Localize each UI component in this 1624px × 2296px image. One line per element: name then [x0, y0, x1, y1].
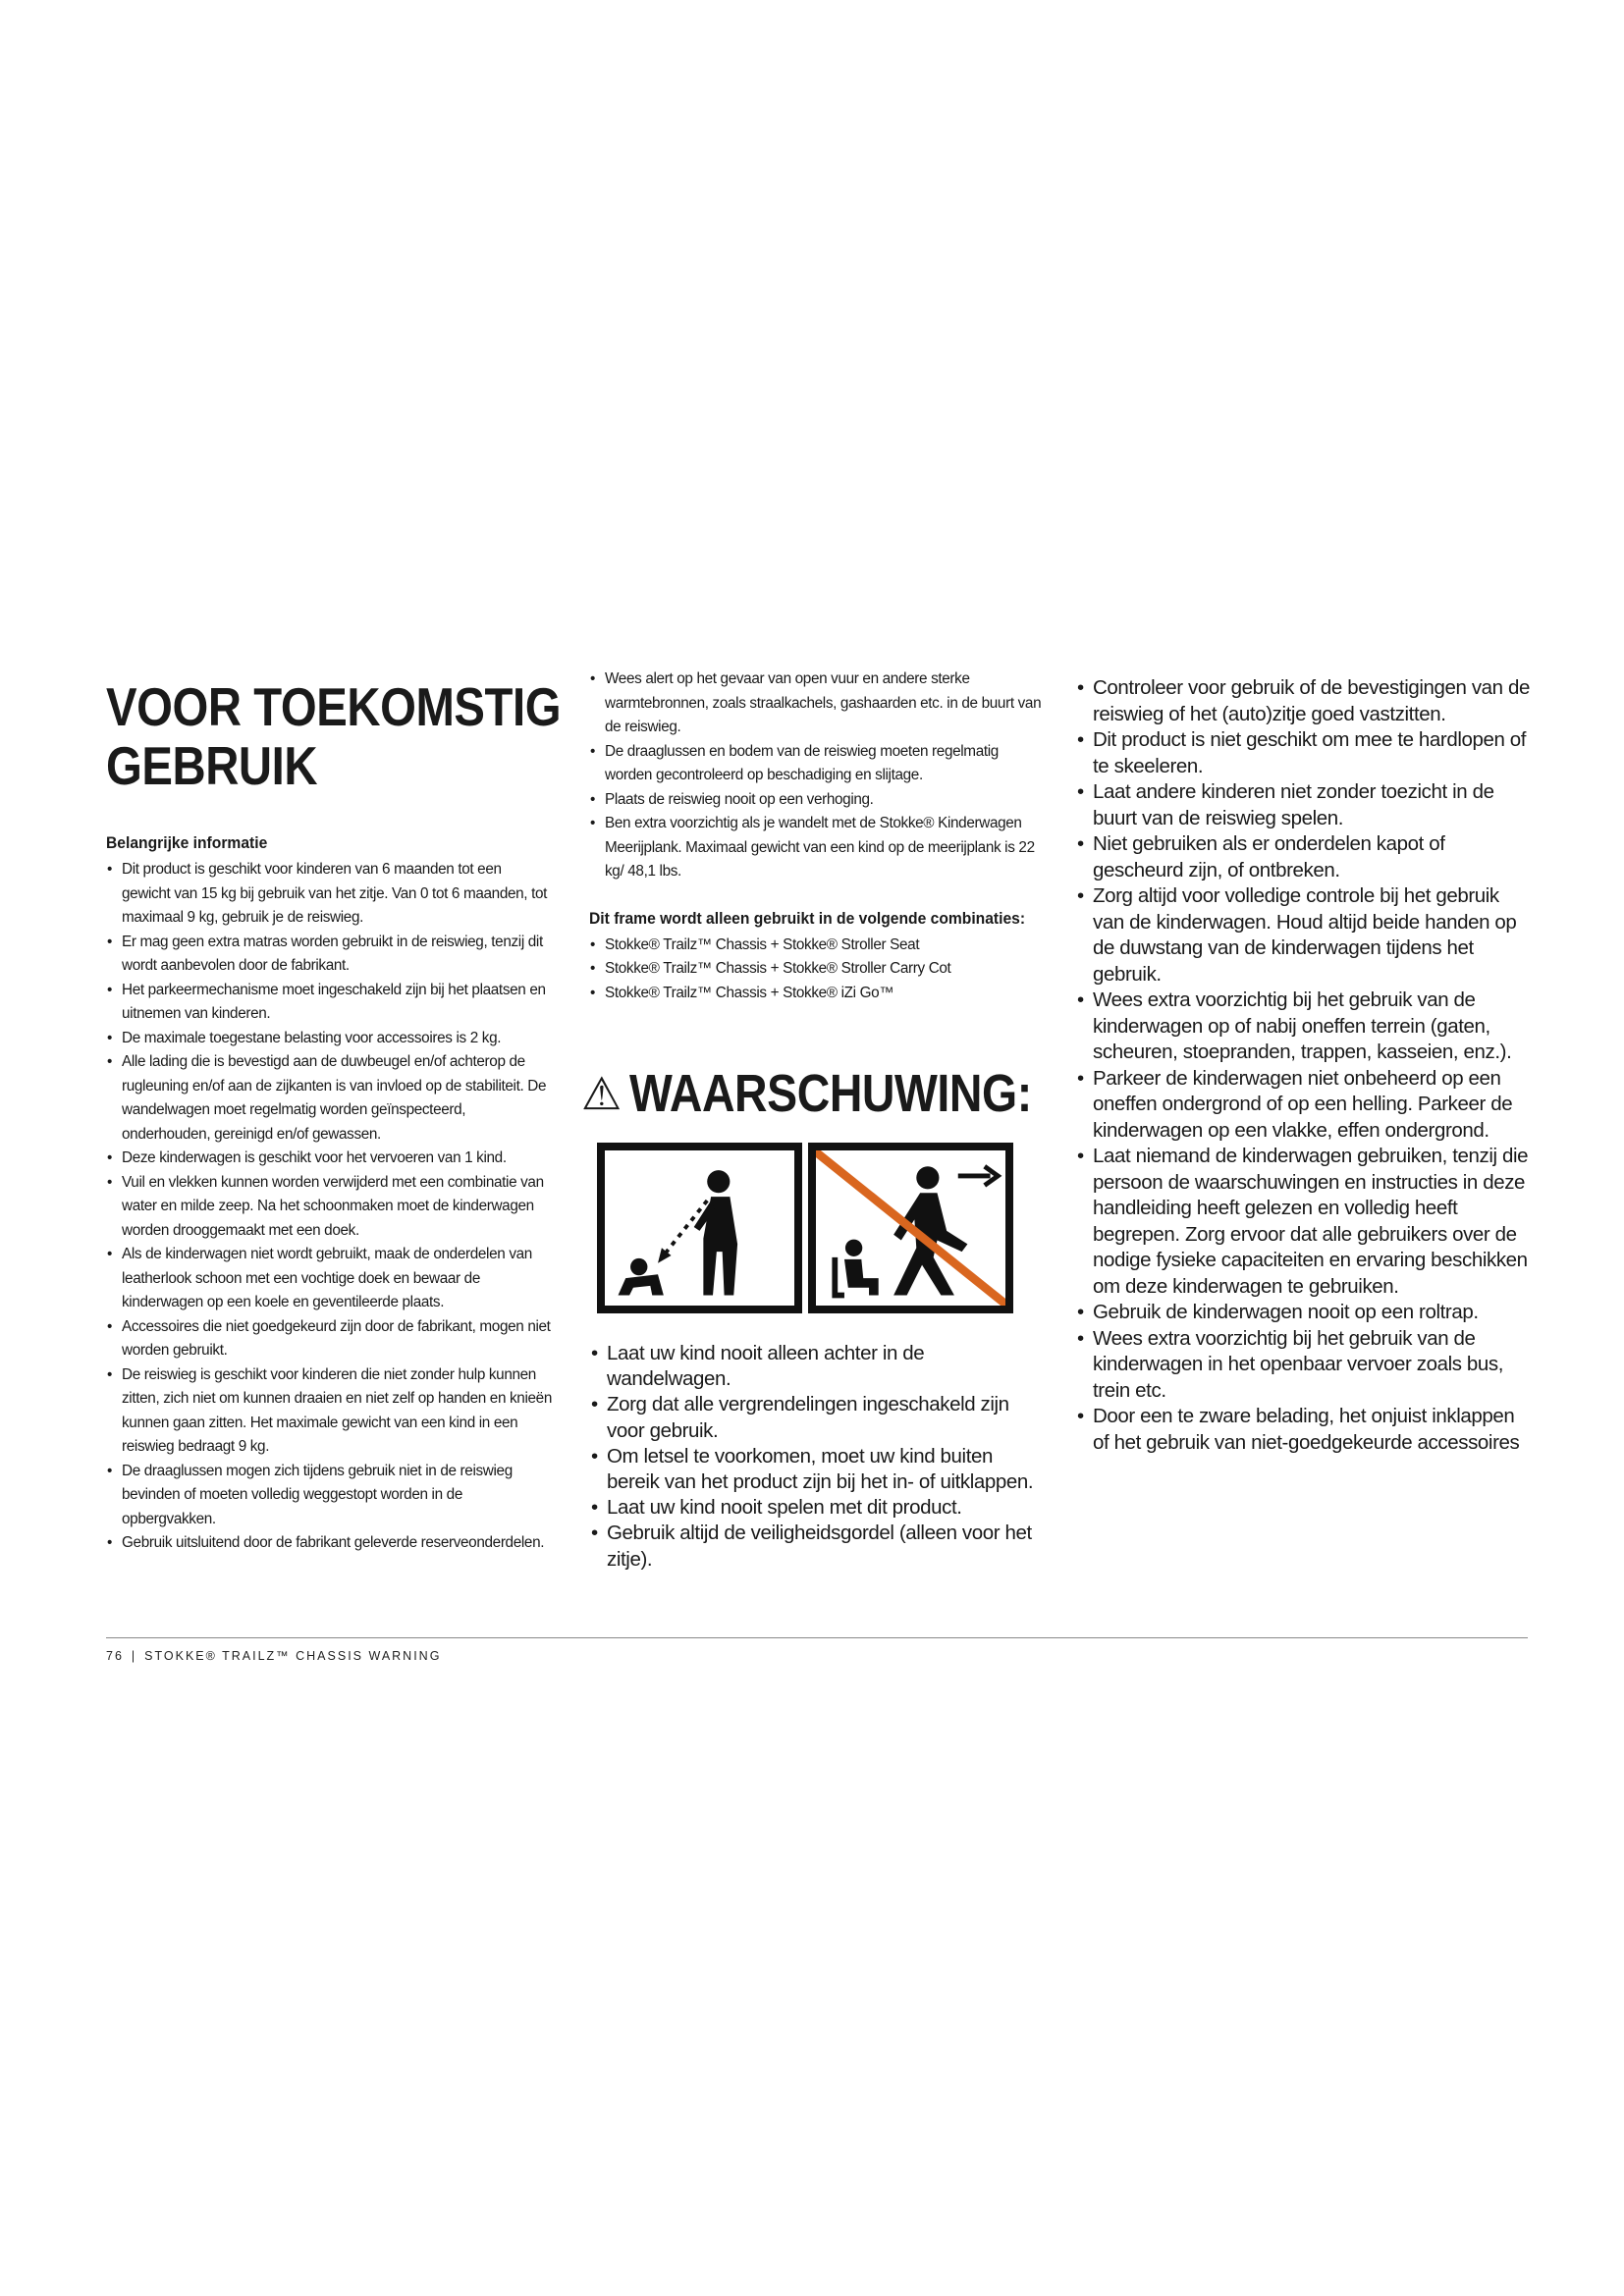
list-item: • De draaglussen mogen zich tijdens gebruik niet in de reiswieg bevinden of moeten volledig weggestopt worden in de opbergvakken.	[106, 1460, 553, 1532]
warning-item: • Zorg dat alle vergrendelingen ingeschakeld zijn voor gebruik.	[589, 1392, 1046, 1443]
list-item: • Dit product is geschikt voor kinderen van 6 maanden tot een gewicht van 15 kg bij gebruik van het zitje. Van 0 tot 6 maanden, tot maximaal 9 kg, gebruik je de reiswieg.	[106, 858, 553, 931]
warning-item: • Gebruik de kinderwagen nooit op een roltrap.	[1075, 1300, 1532, 1326]
warning-item: • Gebruik altijd de veiligheidsgordel (alleen voor het zitje).	[589, 1521, 1046, 1572]
combinations-list	[589, 934, 1046, 1006]
footer-divider	[106, 1637, 1528, 1638]
warning-list-part-2	[1075, 675, 1532, 1456]
list-item: • De reiswieg is geschikt voor kinderen die niet zonder hulp kunnen zitten, zich niet om kunnen draaien en niet zelf op handen en knieën kunnen gaan zitten. Het maximale gewicht van een kind in een reiswieg bedraagt 9 kg.	[106, 1363, 553, 1460]
page-title	[106, 676, 562, 796]
warning-pictogram	[597, 1143, 1013, 1313]
page-footer	[106, 1649, 441, 1663]
warning-item: • Controleer voor gebruik of de bevestigingen van de reiswieg of het (auto)zitje goed vastzitten.	[1075, 675, 1532, 727]
running-title: STOKKE® TRAILZ™ CHASSIS WARNING	[144, 1649, 442, 1663]
warning-item: • Wees extra voorzichtig bij het gebruik van de kinderwagen in het openbaar vervoer zoals bus, trein etc.	[1075, 1326, 1532, 1405]
footer-separator: |	[131, 1649, 137, 1663]
important-info-list	[106, 858, 553, 1556]
warning-title: WAARSCHUWING:	[629, 1064, 1032, 1123]
warning-heading	[581, 1064, 1046, 1123]
combinations-heading: Dit frame wordt alleen gebruikt in de volgende combinaties:	[589, 908, 1026, 928]
combination-item: • Stokke® Trailz™ Chassis + Stokke® Stroller Carry Cot	[589, 957, 1046, 982]
column-1	[106, 676, 562, 1556]
list-item: • De maximale toegestane belasting voor accessoires is 2 kg.	[106, 1027, 553, 1051]
column-2	[581, 667, 1046, 1573]
pictogram-panel-left	[597, 1143, 802, 1313]
title-line-2: GEBRUIK	[106, 735, 318, 796]
warning-list-part-1	[589, 1341, 1046, 1573]
warning-item: • Zorg altijd voor volledige controle bij het gebruik van de kinderwagen. Houd altijd beide handen op de duwstang van de kinderwagen tijdens het gebruik.	[1075, 883, 1532, 988]
combination-item: • Stokke® Trailz™ Chassis + Stokke® Stroller Seat	[589, 934, 1046, 958]
warning-item: • Door een te zware belading, het onjuist inklappen of het gebruik van niet-goedgekeurde accessoires	[1075, 1404, 1532, 1456]
warning-item: • Laat uw kind nooit alleen achter in de wandelwagen.	[589, 1341, 1046, 1392]
list-item: • Accessoires die niet goedgekeurd zijn door de fabrikant, mogen niet worden gebruikt.	[106, 1315, 553, 1363]
warning-item: • Laat andere kinderen niet zonder toezicht in de buurt van de reiswieg spelen.	[1075, 779, 1532, 831]
list-item: • Er mag geen extra matras worden gebruikt in de reiswieg, tenzij dit wordt aanbevolen door de fabrikant.	[106, 931, 553, 979]
list-item: • Deze kinderwagen is geschikt voor het vervoeren van 1 kind.	[106, 1147, 553, 1171]
adult-walking-away-icon	[816, 1150, 1005, 1306]
warning-item: • Parkeer de kinderwagen niet onbeheerd op een oneffen ondergrond of op een helling. Parkeer de kinderwagen op een vlakke, effen ondergrond.	[1075, 1066, 1532, 1145]
list-item: • Plaats de reiswieg nooit op een verhoging.	[589, 788, 1046, 813]
warning-item: • Om letsel te voorkomen, moet uw kind buiten bereik van het product zijn bij het in- of uitklappen.	[589, 1444, 1046, 1495]
warning-item: • Dit product is niet geschikt om mee te hardlopen of te skeeleren.	[1075, 727, 1532, 779]
list-item: • Vuil en vlekken kunnen worden verwijderd met een combinatie van water en milde zeep. Na het schoonmaken moet de kinderwagen worden drooggemaakt met een doek.	[106, 1171, 553, 1244]
list-item: • Gebruik uitsluitend door de fabrikant geleverde reserveonderdelen.	[106, 1531, 553, 1556]
warning-item: • Wees extra voorzichtig bij het gebruik van de kinderwagen op of nabij oneffen terrein (gaten, scheuren, stoepranden, trappen, kasseien, enz.).	[1075, 988, 1532, 1066]
combination-item: • Stokke® Trailz™ Chassis + Stokke® iZi Go™	[589, 982, 1046, 1006]
list-item: • Het parkeermechanisme moet ingeschakeld zijn bij het plaatsen en uitnemen van kinderen.	[106, 979, 553, 1027]
section-heading-important-info: Belangrijke informatie	[106, 833, 268, 852]
warning-triangle-icon: ⚠	[581, 1067, 623, 1120]
list-item: • Als de kinderwagen niet wordt gebruikt, maak de onderdelen van leatherlook schoon met een vochtige doek en bewaar de kinderwagen op een koele en geventileerde plaats.	[106, 1243, 553, 1315]
important-info-list-continued	[589, 667, 1046, 884]
list-item: • Wees alert op het gevaar van open vuur en andere sterke warmtebronnen, zoals straalkachels, gashaarden etc. in de buurt van de reiswieg.	[589, 667, 1046, 740]
warning-item: • Laat niemand de kinderwagen gebruiken, tenzij die persoon de waarschuwingen en instructies in deze handleiding heeft gelezen en volledig heeft begrepen. Zorg ervoor dat alle gebruikers over de nodige fysieke capaciteiten en ervaring beschikken om deze kinderwagen te gebruiken.	[1075, 1144, 1532, 1300]
pictogram-panel-right	[808, 1143, 1013, 1313]
list-item: • Alle lading die is bevestigd aan de duwbeugel en/of achterop de rugleuning en/of aan de zijkanten is van invloed op de stabiliteit. De wandelwagen moet regelmatig worden geïnspecteerd, onderhouden, gereinigd en/of gewassen.	[106, 1050, 553, 1147]
list-item: • Ben extra voorzichtig als je wandelt met de Stokke® Kinderwagen Meerijplank. Maximaal gewicht van een kind op de meerijplank is 22 kg/ 48,1 lbs.	[589, 812, 1046, 884]
adult-watching-child-icon	[605, 1150, 794, 1306]
page-number: 76	[106, 1649, 124, 1663]
list-item: • De draaglussen en bodem van de reiswieg moeten regelmatig worden gecontroleerd op beschadiging en slijtage.	[589, 740, 1046, 788]
column-3	[1075, 675, 1532, 1456]
title-line-1: VOOR TOEKOMSTIG	[106, 676, 562, 737]
warning-item: • Niet gebruiken als er onderdelen kapot of gescheurd zijn, of ontbreken.	[1075, 831, 1532, 883]
warning-item: • Laat uw kind nooit spelen met dit product.	[589, 1495, 1046, 1521]
